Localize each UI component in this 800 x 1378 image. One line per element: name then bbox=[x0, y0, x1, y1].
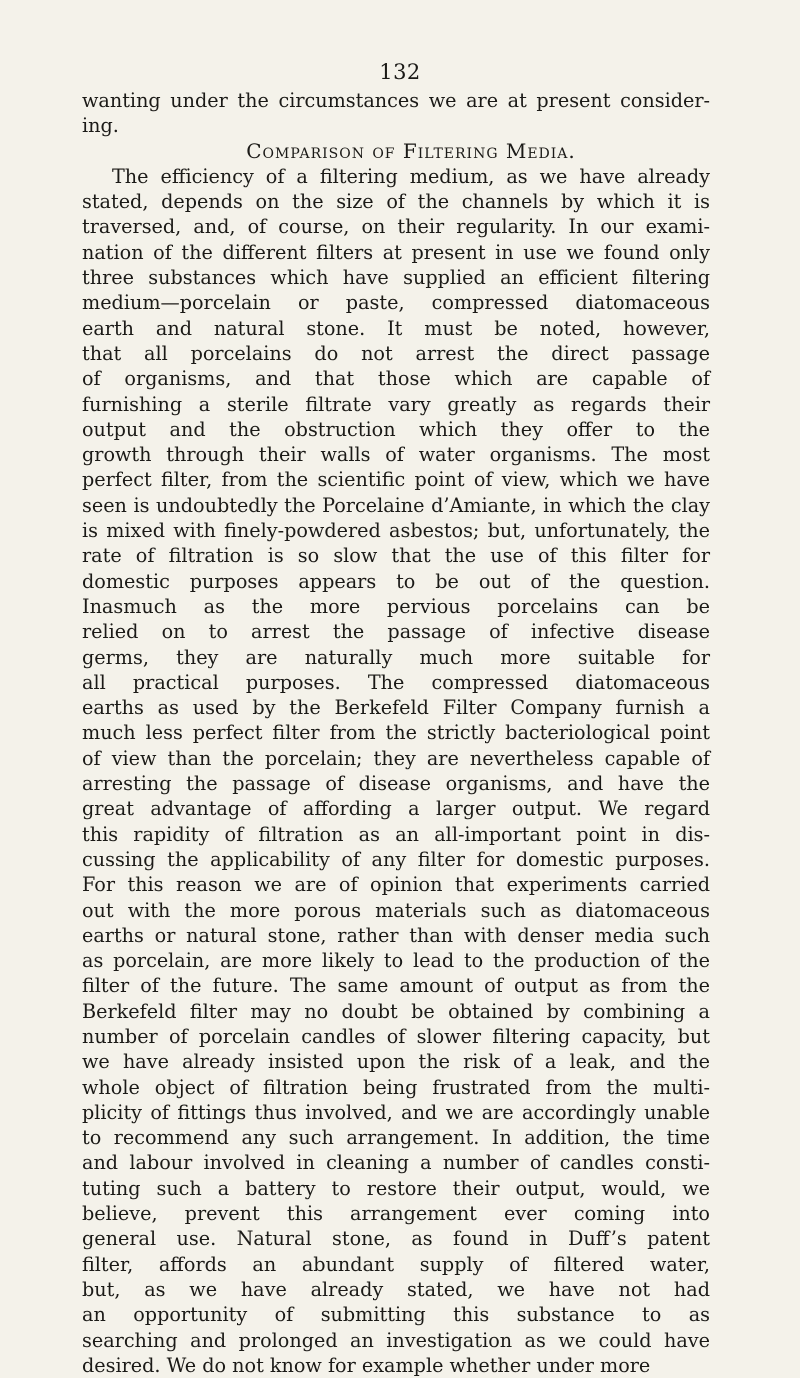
text-line: arresting the passage of disease organisms, and have the bbox=[82, 772, 710, 796]
text-line: desired. We do not know for example whether under more bbox=[82, 1353, 651, 1377]
text-line: traversed, and, of course, on their regularity. In our exami- bbox=[82, 215, 710, 239]
text-line: of organisms, and that those which are capable of bbox=[82, 367, 710, 391]
text-line: number of porcelain candles of slower filtering capacity, but bbox=[82, 1024, 710, 1048]
text-line: earths or natural stone, rather than with denser media such bbox=[82, 923, 710, 947]
text-line: that all porcelains do not arrest the direct passage bbox=[82, 341, 710, 365]
text-line: nation of the different filters at present in use we found only bbox=[82, 240, 710, 264]
text-line: growth through their walls of water organisms. The most bbox=[82, 443, 710, 467]
text-line: furnishing a sterile filtrate vary greatly as regards their bbox=[82, 392, 710, 416]
text-line: whole object of filtration being frustrated from the multi- bbox=[82, 1075, 710, 1099]
text-line: to recommend any such arrangement. In addition, the time bbox=[82, 1126, 710, 1150]
text-line: Berkefeld filter may no doubt be obtained by combining a bbox=[82, 999, 710, 1023]
text-line: medium—porcelain or paste, compressed diatomaceous bbox=[82, 291, 710, 315]
text-line: rate of filtration is so slow that the use of this filter for bbox=[82, 544, 710, 568]
text-line: perfect filter, from the scientific point of view, which we have bbox=[82, 468, 710, 492]
text-line: output and the obstruction which they offer to the bbox=[82, 417, 710, 441]
text-line: relied on to arrest the passage of infective disease bbox=[82, 620, 710, 644]
text-line: great advantage of affording a larger output. We regard bbox=[82, 797, 710, 821]
text-line: and labour involved in cleaning a number of candles consti- bbox=[82, 1151, 710, 1175]
text-line: The efficiency of a filtering medium, as we have already bbox=[112, 164, 710, 188]
text-line: germs, they are naturally much more suitable for bbox=[82, 645, 710, 669]
text-line: but, as we have already stated, we have not had bbox=[82, 1277, 710, 1301]
text-line: earths as used by the Berkefeld Filter Company furnish a bbox=[82, 696, 710, 720]
page-number: 132 bbox=[379, 60, 421, 84]
text-line: domestic purposes appears to be out of the question. bbox=[82, 569, 710, 593]
text-line: plicity of fittings thus involved, and we are accordingly unable bbox=[82, 1100, 710, 1124]
body-paragraph bbox=[82, 164, 710, 1378]
text-line: this rapidity of filtration as an all-important point in dis- bbox=[82, 822, 710, 846]
text-line: earth and natural stone. It must be noted, however, bbox=[82, 316, 710, 340]
text-line: of view than the porcelain; they are nevertheless capable of bbox=[82, 746, 710, 770]
text-line: out with the more porous materials such as diatomaceous bbox=[82, 898, 710, 922]
text-line: all practical purposes. The compressed diatomaceous bbox=[82, 670, 710, 694]
text-line: filter, affords an abundant supply of filtered water, bbox=[82, 1252, 710, 1276]
text-line: For this reason we are of opinion that experiments carried bbox=[82, 873, 710, 897]
text-line: tuting such a battery to restore their output, would, we bbox=[82, 1176, 710, 1200]
text-line: much less perfect filter from the strictly bacteriological point bbox=[82, 721, 710, 745]
text-line: seen is undoubtedly the Porcelaine d’Amiante, in which the clay bbox=[82, 493, 710, 517]
text-line: Inasmuch as the more pervious porcelains can be bbox=[82, 594, 710, 618]
text-line: searching and prolonged an investigation as we could have bbox=[82, 1328, 710, 1352]
page-text bbox=[82, 88, 710, 1378]
text-line: we have already insisted upon the risk of a leak, and the bbox=[82, 1050, 710, 1074]
text-line: general use. Natural stone, as found in Duff’s patent bbox=[82, 1227, 710, 1251]
continuation-line: wanting under the circumstances we are at present consider- bbox=[82, 89, 710, 112]
continuation-line: ing. bbox=[82, 114, 119, 138]
text-line: stated, depends on the size of the channels by which it is bbox=[82, 190, 710, 214]
text-line: an opportunity of submitting this substance to as bbox=[82, 1303, 710, 1327]
text-line: believe, prevent this arrangement ever coming into bbox=[82, 1202, 710, 1226]
section-heading: Comparison of Filtering Media. bbox=[246, 138, 576, 163]
text-line: is mixed with finely-powdered asbestos; but, unfortunately, the bbox=[82, 519, 710, 543]
text-line: three substances which have supplied an efficient filtering bbox=[82, 266, 710, 290]
text-line: filter of the future. The same amount of output as from the bbox=[82, 974, 710, 998]
text-line: as porcelain, are more likely to lead to the production of the bbox=[82, 949, 710, 973]
text-line: cussing the applicability of any filter for domestic purposes. bbox=[82, 847, 710, 871]
